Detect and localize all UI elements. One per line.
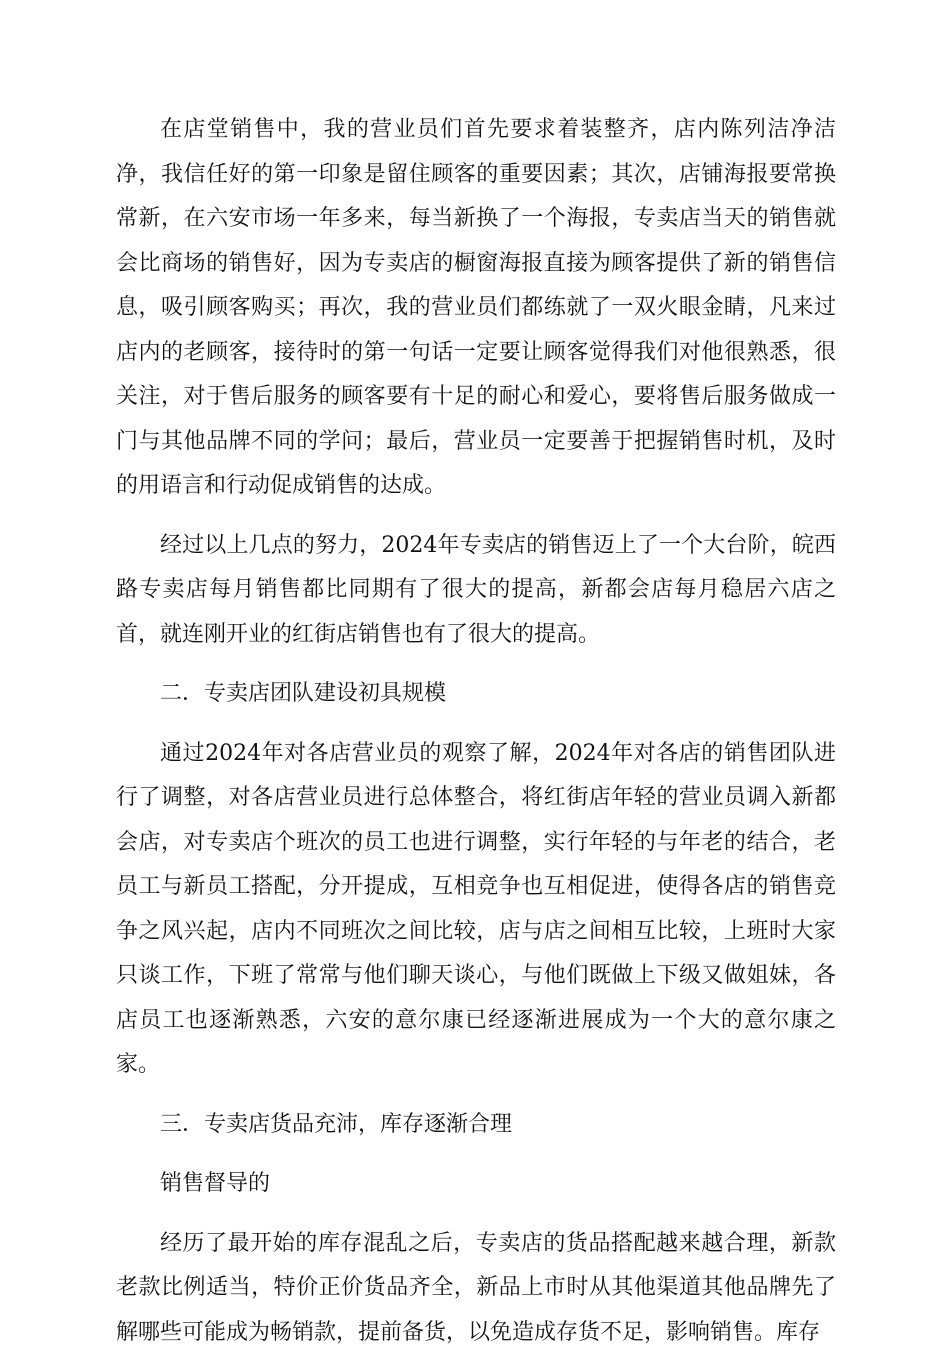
heading-team-building: 二．专卖店团队建设初具规模: [160, 681, 447, 706]
document-body: [116, 108, 836, 1370]
paragraph-team-building: 通过2024年对各店营业员的观察了解，2024年对各店的销售团队进行了调整，对各店营业员进行总体整合，将红街店年轻的营业员调入新都会店，对专卖店个班次的员工也进行调整，实行年轻的与年老的结合，老员工与新员工搭配，分开提成，互相竞争也互相促进，使得各店的销售竞争之风兴起，店内不同班次之间比较，店与店之间相互比较，上班时大家只谈工作，下班了常常与他们聊天谈心，与他们既做上下级又做姐妹，各店员工也逐渐熟悉，六安的意尔康已经逐渐进展成为一个大的意尔康之家。: [116, 740, 836, 1077]
heading-inventory: 三．专卖店货品充沛，库存逐渐合理: [160, 1111, 513, 1137]
paragraph-store-sales: 在店堂销售中，我的营业员们首先要求着装整齐，店内陈列洁净洁净，我信任好的第一印象是留住顾客的重要因素；其次，店铺海报要常换常新，在六安市场一年多来，每当新换了一个海报，专卖店当天的销售就会比商场的销售好，因为专卖店的橱窗海报直接为顾客提供了新的销售信息，吸引顾客购买；再次，我的营业员们都练就了一双火眼金睛，凡来过店内的老顾客，接待时的第一句话一定要让顾客觉得我们对他很熟悉，很关注，对于售后服务的顾客要有十足的耐心和爱心，要将售后服务做成一门与其他品牌不同的学问；最后，营业员一定要善于把握销售时机，及时的用语言和行动促成销售的达成。: [116, 117, 836, 498]
heading-sales-supervisor: 销售督导的: [160, 1171, 271, 1196]
paragraph-sales-results: 经过以上几点的努力，2024年专卖店的销售迈上了一个大台阶，皖西路专卖店每月销售都比同期有了很大的提高，新都会店每月稳居六店之首，就连刚开业的红街店销售也有了很大的提高。: [116, 532, 836, 647]
paragraph-inventory: 经历了最开始的库存混乱之后，专卖店的货品搭配越来越合理，新款老款比例适当，特价正价货品齐全，新品上市时从其他渠道其他品牌先了解哪些可能成为畅销款，提前备货，以免造成存货不足，影响销售。库存: [116, 1230, 836, 1345]
